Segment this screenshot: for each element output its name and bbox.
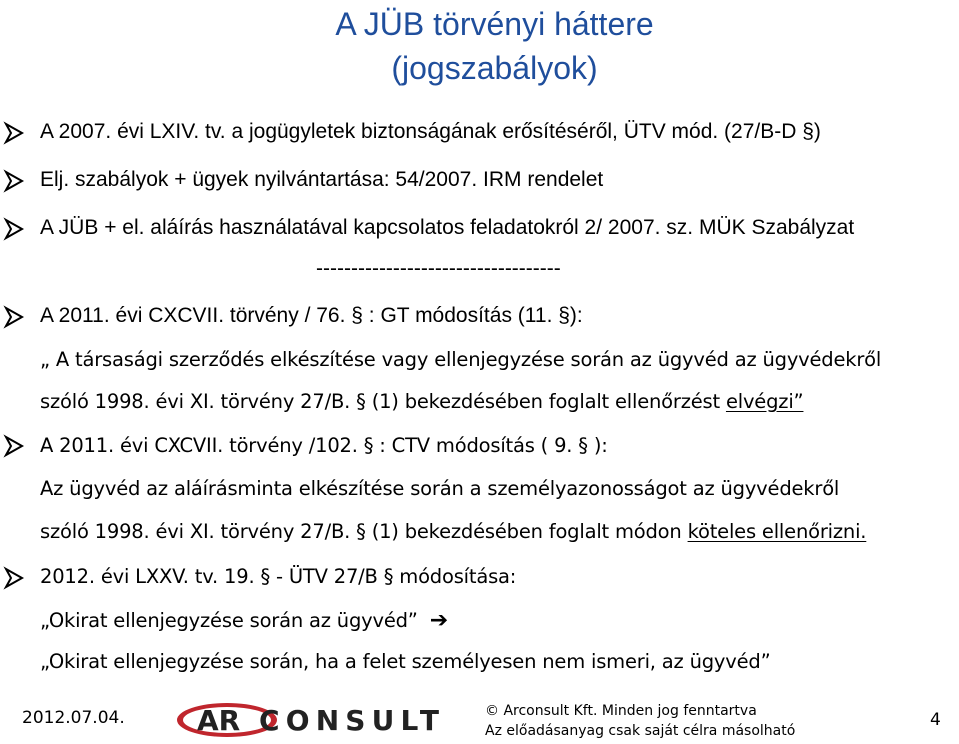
bullet-text-5-line-2: Az ügyvéd az aláírásminta elkészítése során a személyazonosságot az ügyvédekről [40,477,840,500]
copyright-line-2: Az előadásanyag csak saját célra másolható [485,723,796,739]
copyright-line-1: © Arconsult Kft. Minden jog fenntartva [485,703,757,719]
bullet-text-5: A 2011. évi CXCVII. törvény /102. § : CTV módosítás ( 9. § ): [40,434,608,457]
quote-old-text: „Okirat ellenjegyzése során az ügyvéd” [40,609,418,632]
bullet-text-5-underlined: köteles ellenőrizni. [687,520,867,543]
arrow-bullet-icon [2,566,26,590]
arrow-bullet-icon [2,169,26,193]
logo-ar-text: AR [197,704,241,737]
bullet-text-3: A JÜB + el. aláírás használatával kapcsolatos feladatokról 2/ 2007. sz. MÜK Szabályzat [40,216,855,239]
copyright-notice [485,701,795,741]
arrow-bullet-icon [2,305,26,329]
quote-text-4-line-3-plain: szóló 1998. évi XI. törvény 27/B. § (1) bekezdésében foglalt ellenőrzést [40,390,726,413]
bullet-text-5-line-3-plain: szóló 1998. évi XI. törvény 27/B. § (1) bekezdésében foglalt módon [40,520,688,543]
page-number: 4 [930,710,941,730]
arrow-bullet-icon [2,121,26,145]
bullet-text-2: Elj. szabályok + ügyek nyilvántartása: 54/2007. IRM rendelet [40,168,604,191]
logo-consult-text: CONSULT [259,704,439,737]
arrow-bullet-icon [2,217,26,241]
quote-text-4-underlined: elvégzi” [725,390,804,413]
quote-text-4-line-2: „ A társasági szerződés elkészítése vagy ellenjegyzése során az ügyvéd az ügyvédekről [40,348,882,371]
bullet-text-4: A 2011. évi CXCVII. törvény / 76. § : GT módosítás (11. §): [40,304,583,327]
bullet-text-6: 2012. évi LXXV. tv. 19. § - ÜTV 27/B § módosítása: [40,565,517,588]
arconsult-logo [175,701,445,739]
title-line-2: (jogszabályok) [391,50,598,86]
quote-text-6-line-2 [40,608,448,633]
footer-date: 2012.07.04. [22,708,125,728]
separator-line: ----------------------------------- [316,257,561,280]
quote-text-4-line-3 [40,390,803,413]
bullet-text-1: A 2007. évi LXIV. tv. a jogügyletek biztonságának erősítéséről, ÜTV mód. (27/B-D §) [40,120,821,143]
quote-text-6-line-3: „Okirat ellenjegyzése során, ha a felet személyesen nem ismeri, az ügyvéd” [40,650,771,673]
arrow-bullet-icon [2,434,26,458]
page-title [0,2,959,90]
bullet-text-5-line-3 [40,520,866,543]
right-arrow-icon: ➔ [429,608,448,633]
title-line-1: A JÜB törvényi háttere [335,6,654,42]
